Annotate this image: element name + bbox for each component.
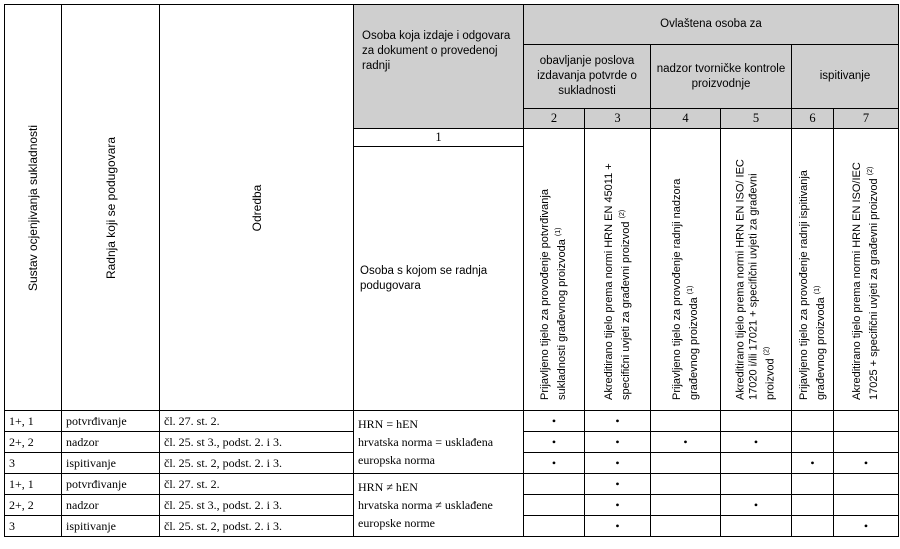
mark: • <box>585 432 651 453</box>
mark <box>792 516 834 537</box>
mark <box>651 474 721 495</box>
col-desc-4: Prijavljeno tijelo za provođenje radnji nadzora građevnog proizvoda $^{(1)}$ <box>651 129 721 411</box>
mark <box>721 516 792 537</box>
condition-title: HRN = hEN <box>358 417 419 431</box>
cell-odredba: čl. 27. st. 2. <box>160 411 354 432</box>
mark <box>721 474 792 495</box>
mark <box>792 495 834 516</box>
mark: • <box>651 432 721 453</box>
mark <box>834 495 899 516</box>
mark <box>792 432 834 453</box>
mark: • <box>721 432 792 453</box>
mark <box>721 453 792 474</box>
header-group-nadzor: nadzor tvorničke kontrole proizvodnje <box>651 45 792 109</box>
mark <box>651 516 721 537</box>
mark: • <box>585 516 651 537</box>
col-number-1: 2 <box>524 109 585 129</box>
condition-cell <box>354 411 524 474</box>
condition-text: hrvatska norma = usklađena europska norma <box>358 435 494 467</box>
header-group-potvrde: obavljanje poslova izdavanja potvrde o sukladnosti <box>524 45 651 109</box>
cell-odredba: čl. 25. st. 2, podst. 2. i 3. <box>160 453 354 474</box>
header-osoba-podugovara: Osoba s kojom se radnja podugovara <box>354 147 524 411</box>
cell-radnja: ispitivanje <box>62 516 160 537</box>
cell-radnja: potvrđivanje <box>62 411 160 432</box>
mark <box>651 411 721 432</box>
col-desc-2: Prijavljeno tijelo za provođenje potvrđivanja sukladnosti građevnog proizvoda $^{(1)}$ <box>524 129 585 411</box>
cell-sustav: 1+, 1 <box>5 474 62 495</box>
mark: • <box>524 432 585 453</box>
mark <box>834 432 899 453</box>
cell-sustav: 1+, 1 <box>5 411 62 432</box>
header-osoba-izdaje: Osoba koja izdaje i odgovara za dokument o provedenoj radnji <box>354 5 524 129</box>
mark <box>524 495 585 516</box>
cell-sustav: 2+, 2 <box>5 432 62 453</box>
mark <box>834 474 899 495</box>
cell-sustav: 3 <box>5 516 62 537</box>
mark: • <box>585 411 651 432</box>
condition-title: HRN ≠ hEN <box>358 480 418 494</box>
mark: • <box>524 453 585 474</box>
cell-radnja: nadzor <box>62 432 160 453</box>
mark: • <box>585 453 651 474</box>
mark <box>651 495 721 516</box>
mark <box>651 453 721 474</box>
mark <box>792 474 834 495</box>
mark <box>792 411 834 432</box>
col-desc-3: Akreditirano tijelo prema normi HRN EN 45011 + specifični uvjeti za građevni proizvod $^{(2)}$ <box>585 129 651 411</box>
header-ovlastena: Ovlaštena osoba za <box>524 5 899 45</box>
header-odredba: Odredba <box>160 5 354 411</box>
col-desc-7: Akreditirano tijelo prema normi HRN EN ISO/IEC 17025 + specifični uvjeti za građevni proizvod $^{(2)}$ <box>834 129 899 411</box>
col-number-3: 4 <box>651 109 721 129</box>
col-number-6: 7 <box>834 109 899 129</box>
mark: • <box>721 495 792 516</box>
cell-odredba: čl. 25. st. 2, podst. 2. i 3. <box>160 516 354 537</box>
col-desc-6: Prijavljeno tijelo za provođenje radnji ispitivanja građevnog proizvoda $^{(1)}$ <box>792 129 834 411</box>
cell-radnja: ispitivanje <box>62 453 160 474</box>
header-radnja: Radnja koji se podugovara <box>62 5 160 411</box>
col-desc-5: Akreditirano tijelo prema normi HRN EN ISO/ IEC 17020 i/ili 17021 + specifični uvjeti za građevni proizvod $^{(2)}$ <box>721 129 792 411</box>
mark: • <box>834 453 899 474</box>
header-group-ispitivanje: ispitivanje <box>792 45 899 109</box>
mark <box>524 516 585 537</box>
mark <box>524 474 585 495</box>
subcontracting-table <box>4 4 899 537</box>
cell-radnja: nadzor <box>62 495 160 516</box>
mark: • <box>585 474 651 495</box>
mark: • <box>585 495 651 516</box>
mark <box>721 411 792 432</box>
cell-odredba: čl. 25. st 3., podst. 2. i 3. <box>160 432 354 453</box>
mark: • <box>792 453 834 474</box>
cell-odredba: čl. 27. st. 2. <box>160 474 354 495</box>
cell-sustav: 2+, 2 <box>5 495 62 516</box>
mark <box>834 411 899 432</box>
condition-cell <box>354 474 524 537</box>
col-number-4: 5 <box>721 109 792 129</box>
col-number-2: 3 <box>585 109 651 129</box>
table-row <box>5 411 899 432</box>
condition-text: hrvatska norma ≠ usklađene europske norme <box>358 498 493 530</box>
cell-radnja: potvrđivanje <box>62 474 160 495</box>
cell-odredba: čl. 25. st 3., podst. 2. i 3. <box>160 495 354 516</box>
mark: • <box>524 411 585 432</box>
mark: • <box>834 516 899 537</box>
table-row <box>5 474 899 495</box>
header-sustav: Sustav ocjenjivanja sukladnosti <box>5 5 62 411</box>
col-number-5: 6 <box>792 109 834 129</box>
col-number-0: 1 <box>354 129 524 147</box>
cell-sustav: 3 <box>5 453 62 474</box>
